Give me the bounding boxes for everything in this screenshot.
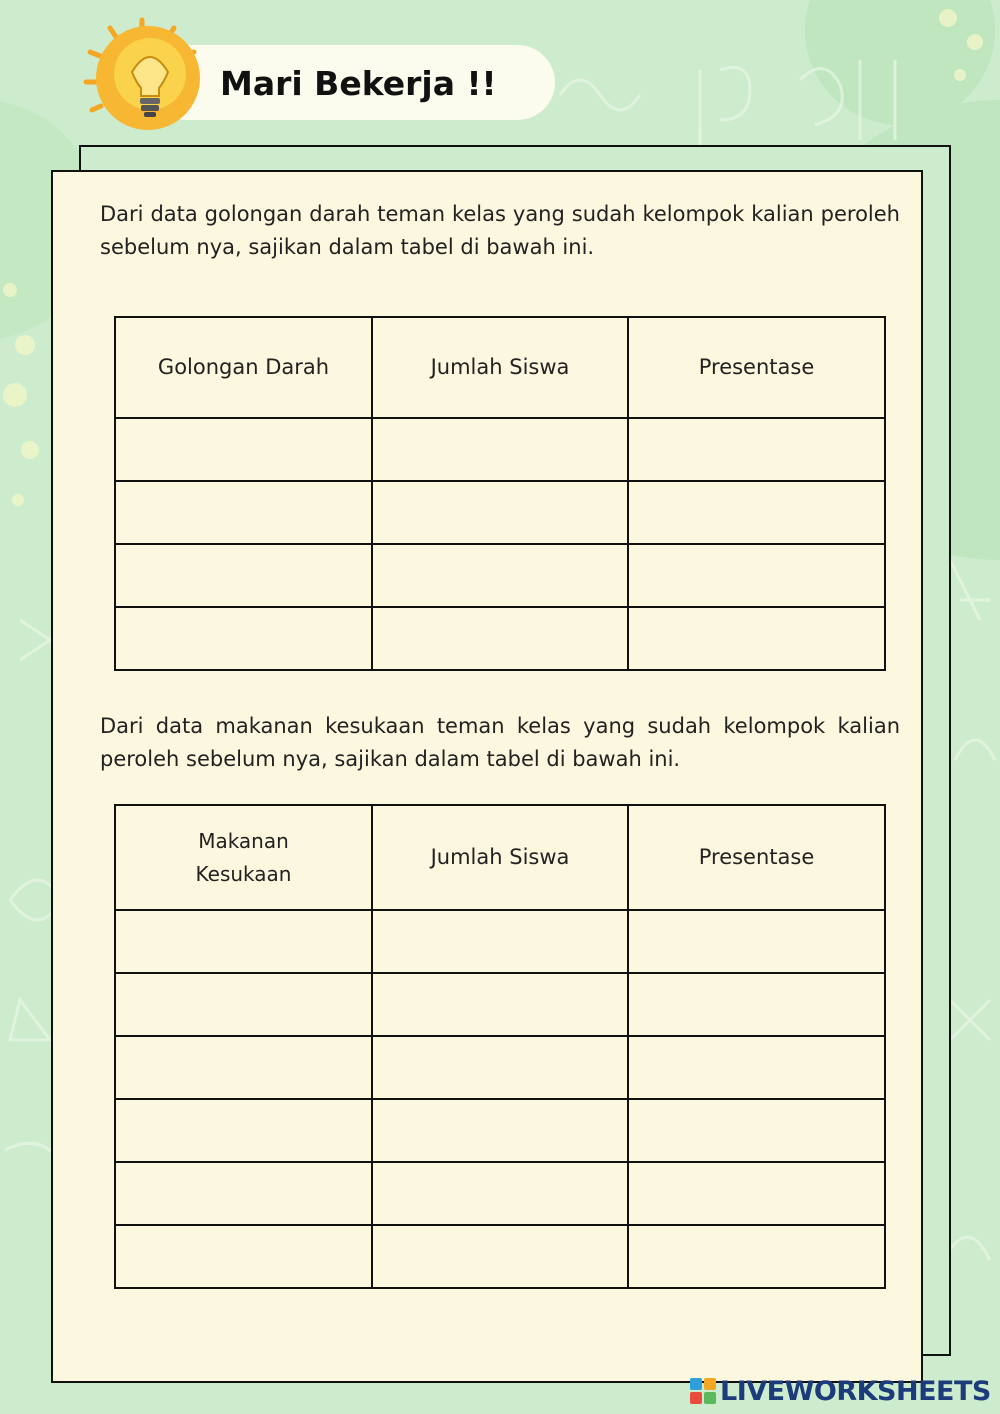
table-cell-input[interactable] — [115, 910, 372, 973]
table-cell-input[interactable] — [115, 1036, 372, 1099]
table-cell-input[interactable] — [628, 1099, 885, 1162]
table-cell-input[interactable] — [628, 910, 885, 973]
column-header: Jumlah Siswa — [372, 805, 628, 910]
table-row — [115, 1225, 885, 1288]
table-cell-input[interactable] — [372, 1099, 628, 1162]
table-cell-input[interactable] — [372, 1162, 628, 1225]
table-cell-input[interactable] — [115, 418, 372, 481]
instruction-blood-type: Dari data golongan darah teman kelas yang sudah kelompok kalian peroleh sebelum nya, sajikan dalam tabel di bawah ini. — [100, 202, 900, 259]
table-header-row — [115, 317, 885, 418]
table-row — [115, 418, 885, 481]
column-header: Presentase — [628, 317, 885, 418]
liveworksheets-logo[interactable] — [690, 1374, 991, 1408]
table-cell-input[interactable] — [628, 544, 885, 607]
column-header: Golongan Darah — [115, 317, 372, 418]
table-row — [115, 1162, 885, 1225]
table-cell-input[interactable] — [115, 973, 372, 1036]
table-cell-input[interactable] — [628, 418, 885, 481]
blood-type-table — [114, 316, 886, 671]
liveworksheets-logo-icon — [690, 1378, 716, 1404]
column-header: Jumlah Siswa — [372, 317, 628, 418]
table-row — [115, 607, 885, 670]
column-header: Presentase — [628, 805, 885, 910]
table-cell-input[interactable] — [628, 1036, 885, 1099]
table-cell-input[interactable] — [115, 1099, 372, 1162]
table-cell-input[interactable] — [372, 544, 628, 607]
table-cell-input[interactable] — [372, 910, 628, 973]
table-cell-input[interactable] — [628, 1225, 885, 1288]
table-cell-input[interactable] — [372, 481, 628, 544]
table-cell-input[interactable] — [628, 481, 885, 544]
table-cell-input[interactable] — [115, 481, 372, 544]
table-row — [115, 910, 885, 973]
page-title: Mari Bekerja !! — [220, 64, 497, 103]
brand-name: LIVEWORKSHEETS — [720, 1375, 991, 1407]
instruction-favorite-food: Dari data makanan kesukaan teman kelas yang sudah kelompok kalian peroleh sebelum nya, sajikan dalam tabel di bawah ini. — [100, 714, 900, 771]
table-cell-input[interactable] — [628, 1162, 885, 1225]
table-cell-input[interactable] — [372, 1225, 628, 1288]
table-header-row — [115, 805, 885, 910]
table-cell-input[interactable] — [372, 607, 628, 670]
favorite-food-table — [114, 804, 886, 1289]
table-row — [115, 1099, 885, 1162]
table-cell-input[interactable] — [115, 1162, 372, 1225]
table-row — [115, 1036, 885, 1099]
table-row — [115, 544, 885, 607]
table-row — [115, 481, 885, 544]
table-cell-input[interactable] — [628, 973, 885, 1036]
table-cell-input[interactable] — [372, 418, 628, 481]
table-cell-input[interactable] — [115, 544, 372, 607]
table-cell-input[interactable] — [115, 607, 372, 670]
table-cell-input[interactable] — [115, 1225, 372, 1288]
column-header: Makanan Kesukaan — [115, 805, 372, 910]
table-row — [115, 973, 885, 1036]
lightbulb-icon — [80, 14, 205, 139]
table-cell-input[interactable] — [372, 973, 628, 1036]
table-cell-input[interactable] — [372, 1036, 628, 1099]
table-cell-input[interactable] — [628, 607, 885, 670]
